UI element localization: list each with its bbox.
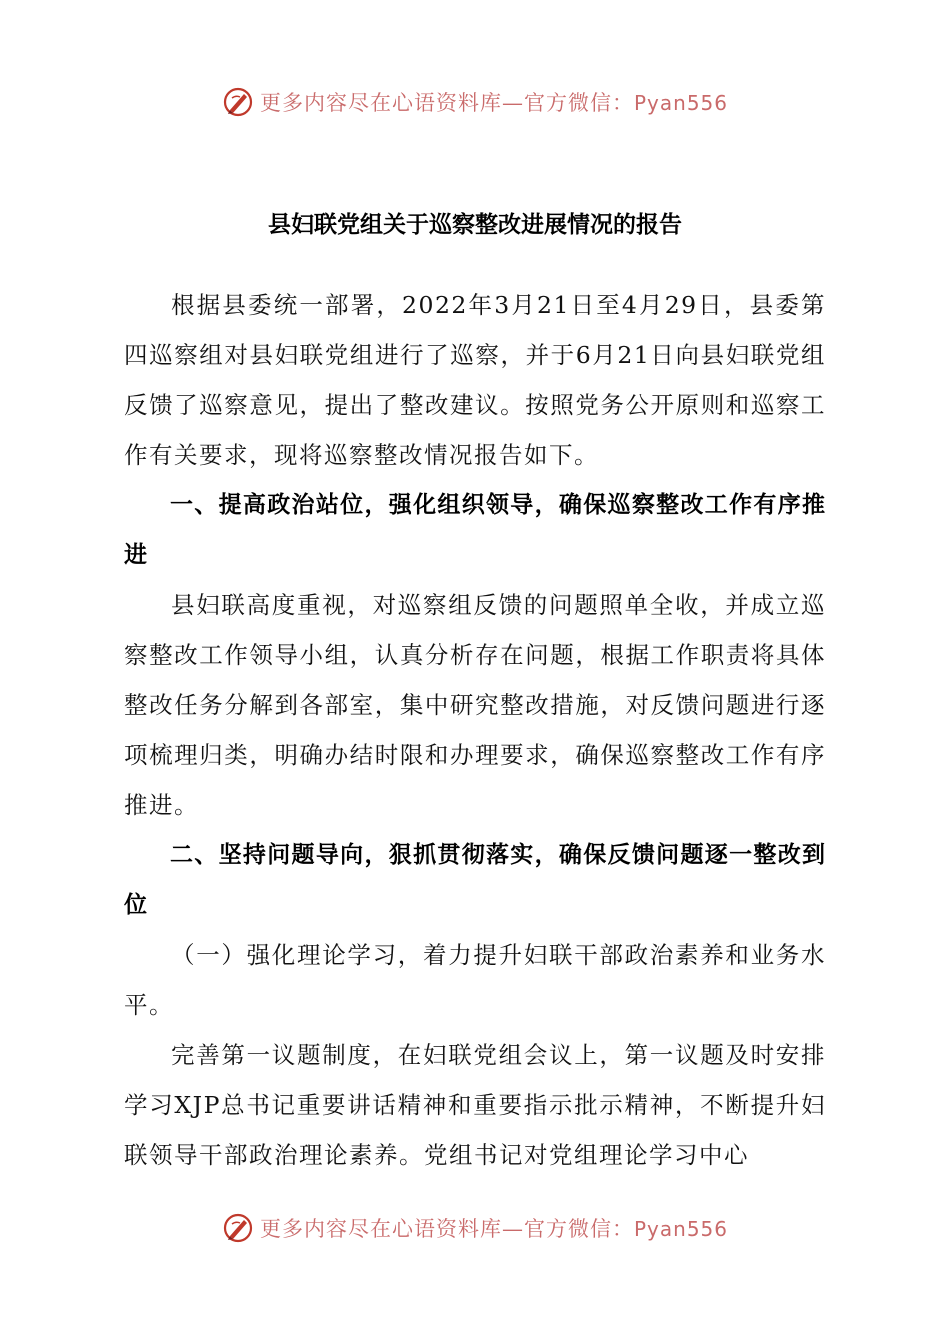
document-title: 县妇联党组关于巡察整改进展情况的报告 <box>268 212 682 238</box>
watermark-text: 更多内容尽在心语资料库—官方微信：Pyan556 <box>259 1217 728 1241</box>
pen-logo-icon <box>222 86 254 118</box>
paragraph-section-1: 县妇联高度重视，对巡察组反馈的问题照单全收，并成立巡察整改工作领导小组，认真分析存在问题，根据工作职责将具体整改任务分解到各部室，集中研究整改措施，对反馈问题进行逐项梳理归类，明确办结时限和办理要求，确保巡察整改工作有序推进。 <box>124 591 826 819</box>
pen-logo-icon <box>222 1212 254 1244</box>
paragraph-intro: 根据县委统一部署，2022年3月21日至4月29日，县委第四巡察组对县妇联党组进行了巡察，并于6月21日向县妇联党组反馈了巡察意见，提出了整改建议。按照党务公开原则和巡察工作有关要求，现将巡察整改情况报告如下。 <box>124 291 826 469</box>
section-heading-2: 二、坚持问题导向，狠抓贯彻落实，确保反馈问题逐一整改到位 <box>124 842 826 918</box>
watermark-footer <box>0 1208 950 1248</box>
paragraph-subsection-1: 完善第一议题制度，在妇联党组会议上，第一议题及时安排学习XJP总书记重要讲话精神和重要指示批示精神，不断提升妇联领导干部政治理论素养。党组书记对党组理论学习中心 <box>124 1041 826 1169</box>
subsection-heading-1: （一）强化理论学习，着力提升妇联干部政治素养和业务水平。 <box>124 941 826 1019</box>
watermark-text: 更多内容尽在心语资料库—官方微信：Pyan556 <box>259 91 728 115</box>
document-body <box>124 280 826 1180</box>
watermark-header <box>0 82 950 122</box>
section-heading-1: 一、提高政治站位，强化组织领导，确保巡察整改工作有序推进 <box>124 492 826 568</box>
